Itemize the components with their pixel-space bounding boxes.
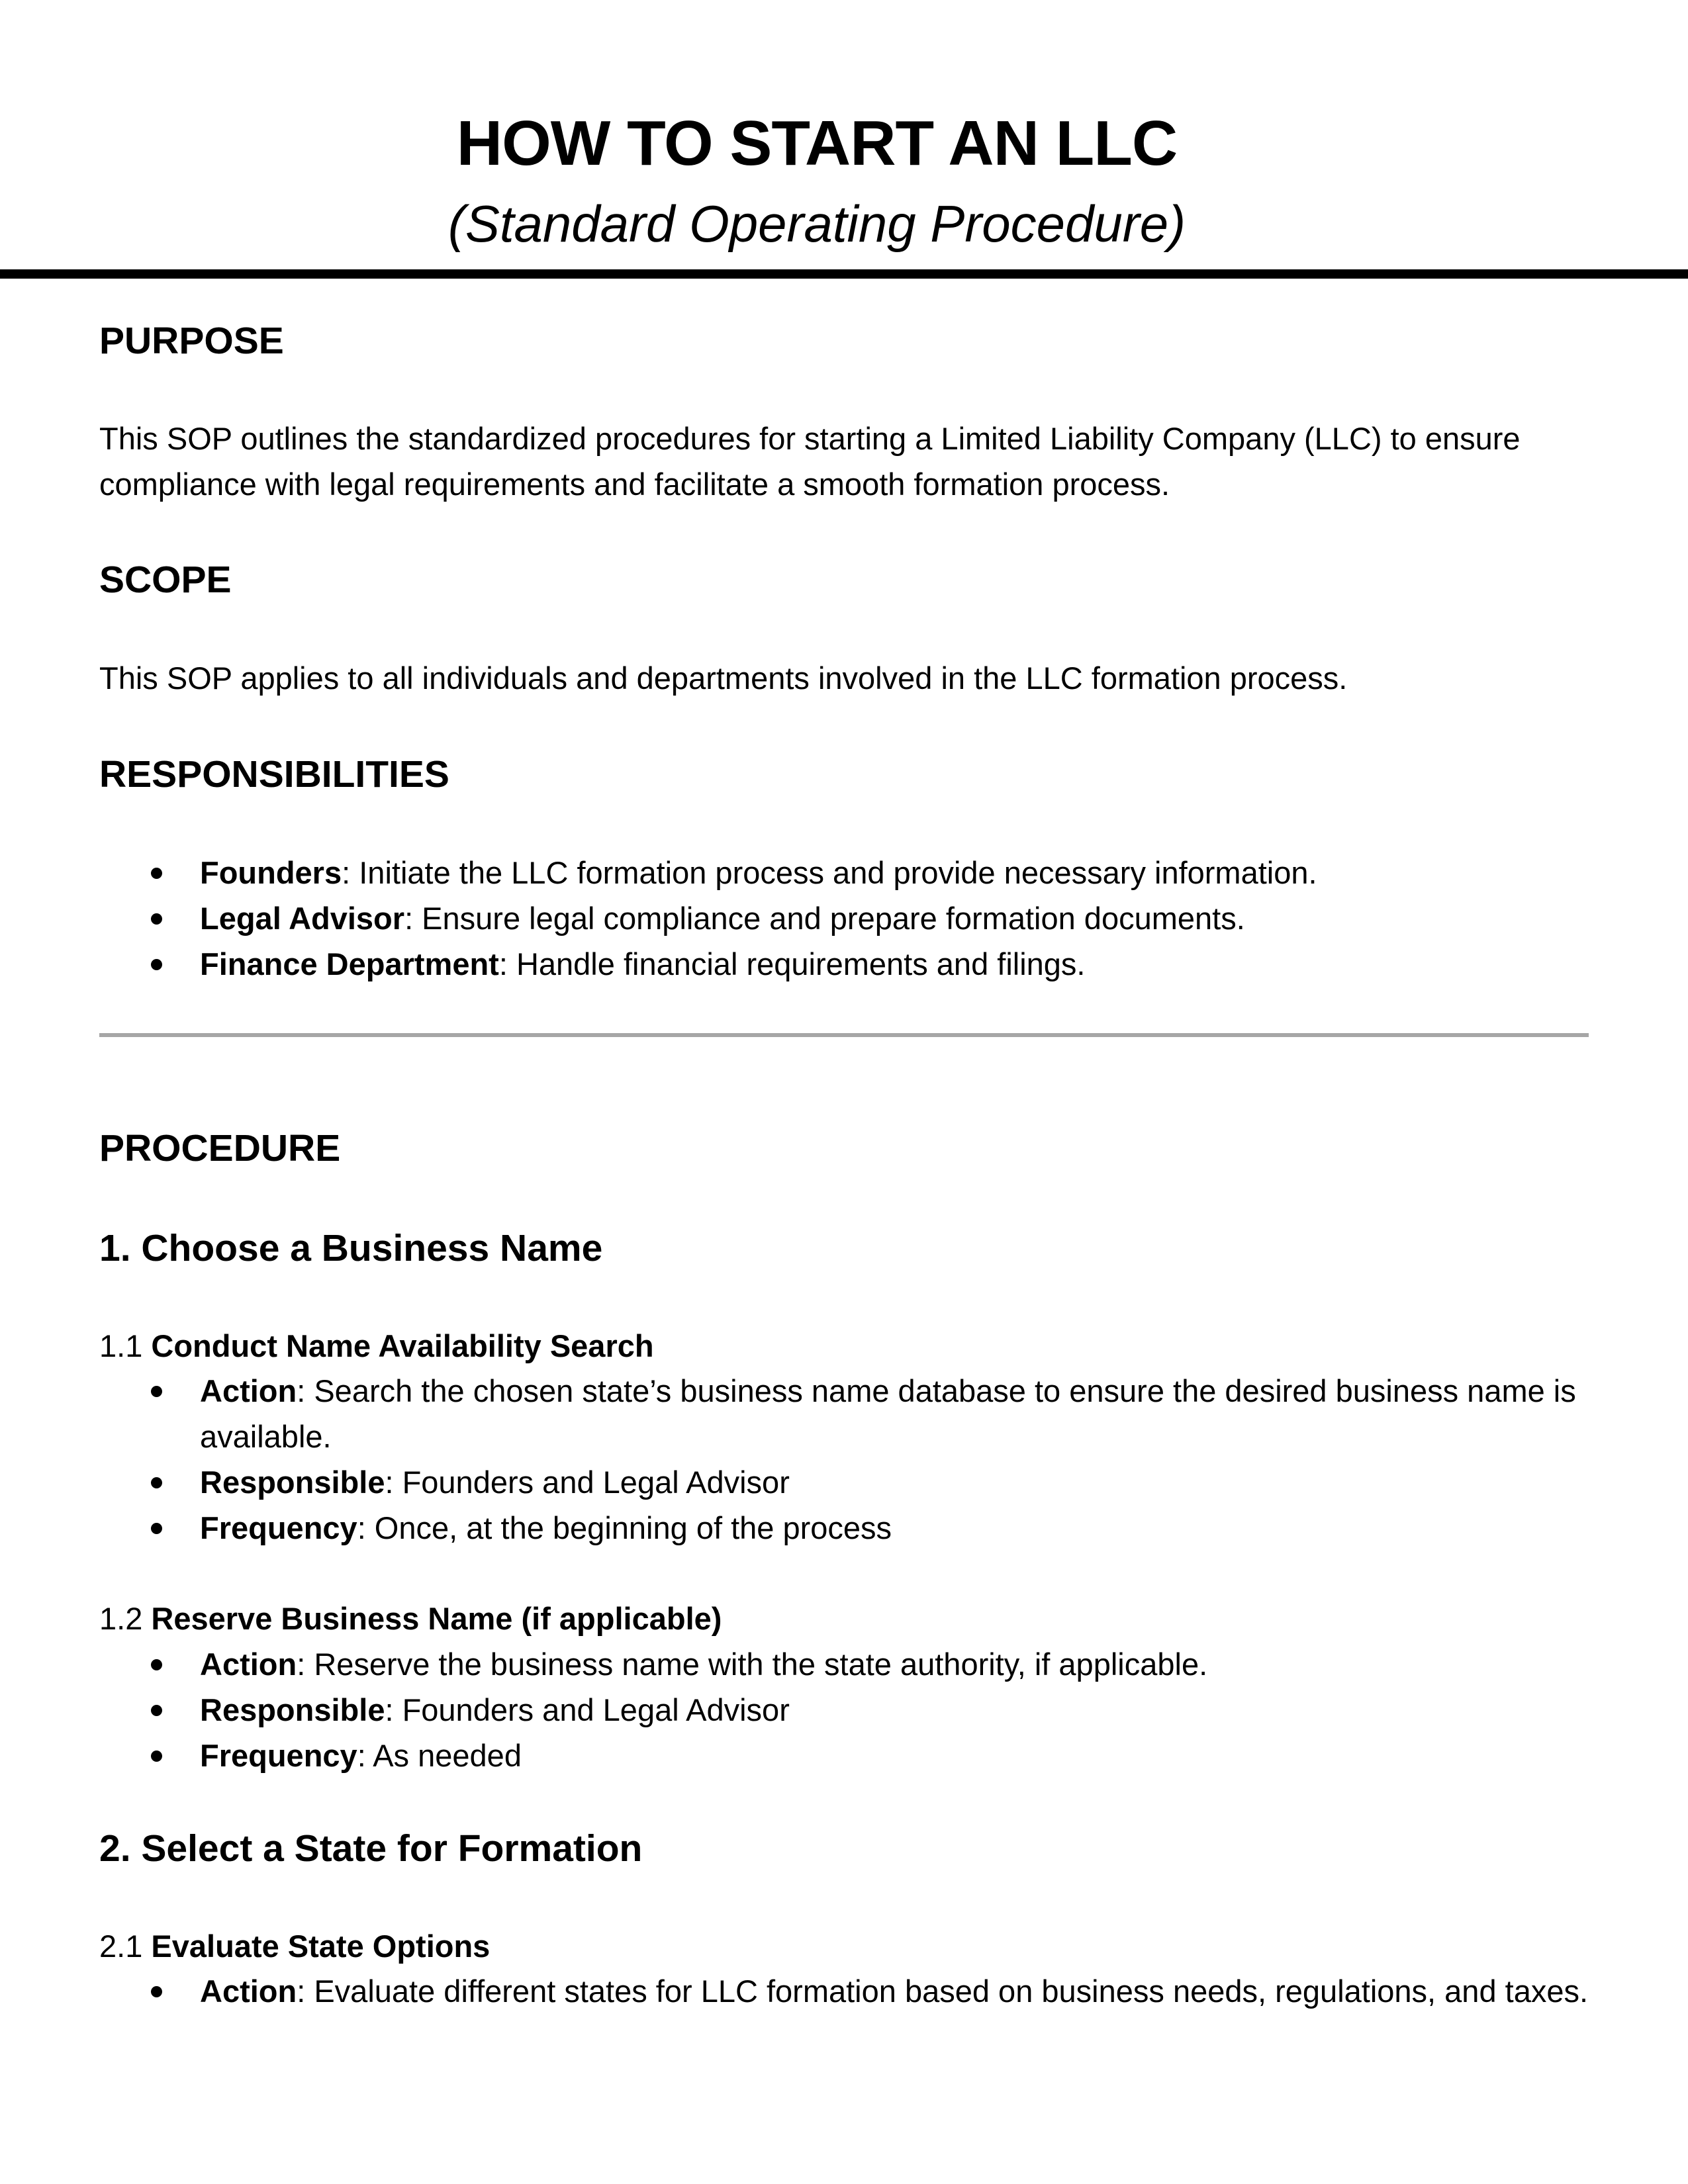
bullet-icon xyxy=(151,959,162,970)
bullet-icon xyxy=(151,1477,162,1488)
list-item-text: : Founders and Legal Advisor xyxy=(385,1692,790,1727)
substep-2-1-heading xyxy=(99,1927,490,1966)
header-rule xyxy=(0,269,1688,279)
substep-title: Evaluate State Options xyxy=(151,1929,491,1964)
list-item-term: Founders xyxy=(200,855,342,890)
bullet-icon xyxy=(151,1705,162,1716)
list-item xyxy=(150,1459,1593,1505)
step-1-heading: 1. Choose a Business Name xyxy=(99,1227,603,1269)
list-item-text: : Once, at the beginning of the process xyxy=(357,1510,892,1545)
document-subtitle: (Standard Operating Procedure) xyxy=(447,195,1186,253)
bullet-icon xyxy=(151,868,162,879)
step-2-heading: 2. Select a State for Formation xyxy=(99,1827,643,1870)
list-item xyxy=(150,941,1593,987)
list-item-text: : Founders and Legal Advisor xyxy=(385,1465,790,1500)
section-divider xyxy=(99,1033,1589,1037)
list-item-term: Legal Advisor xyxy=(200,901,405,936)
list-item-term: Responsible xyxy=(200,1465,385,1500)
list-item xyxy=(150,895,1593,941)
substep-title: Conduct Name Availability Search xyxy=(151,1328,654,1363)
scope-heading: SCOPE xyxy=(99,559,232,601)
bullet-icon xyxy=(151,1523,162,1534)
list-item xyxy=(150,1733,1593,1778)
list-item xyxy=(150,1368,1593,1459)
bullet-icon xyxy=(151,1986,162,1997)
bullet-icon xyxy=(151,1659,162,1670)
substep-1-2-list xyxy=(150,1641,1593,1778)
purpose-heading: PURPOSE xyxy=(99,320,284,362)
responsibilities-heading: RESPONSIBILITIES xyxy=(99,753,449,796)
substep-number: 1.2 xyxy=(99,1601,152,1636)
bullet-icon xyxy=(151,1386,162,1397)
substep-number: 2.1 xyxy=(99,1929,152,1964)
list-item-term: Frequency xyxy=(200,1738,357,1773)
list-item-term: Finance Department xyxy=(200,946,499,981)
responsibilities-list xyxy=(150,850,1593,987)
list-item-term: Responsible xyxy=(200,1692,385,1727)
list-item-text: : Handle financial requirements and filings. xyxy=(498,946,1086,981)
list-item-text: : Reserve the business name with the state authority, if applicable. xyxy=(297,1647,1208,1682)
substep-title: Reserve Business Name (if applicable) xyxy=(151,1601,722,1636)
list-item xyxy=(150,1687,1593,1733)
purpose-text: This SOP outlines the standardized procedures for starting a Limited Liability Company (LLC) to ensure compliance with legal requirements and facilitate a smooth formation process. xyxy=(99,421,1521,502)
document-title: HOW TO START AN LLC xyxy=(456,108,1178,179)
scope-text: This SOP applies to all individuals and departments involved in the LLC formation process. xyxy=(99,660,1348,696)
list-item-text: : Search the chosen state’s business name database to ensure the desired business name is available. xyxy=(200,1373,1576,1454)
procedure-heading: PROCEDURE xyxy=(99,1127,341,1169)
list-item xyxy=(150,850,1593,895)
substep-1-2-heading xyxy=(99,1599,722,1639)
list-item xyxy=(150,1505,1593,1551)
list-item-term: Action xyxy=(200,1373,297,1408)
substep-1-1-heading xyxy=(99,1326,654,1366)
list-item-term: Action xyxy=(200,1974,297,2009)
list-item-term: Frequency xyxy=(200,1510,357,1545)
list-item-text: : As needed xyxy=(357,1738,522,1773)
list-item-term: Action xyxy=(200,1647,297,1682)
list-item-text: : Evaluate different states for LLC formation based on business needs, regulations, and taxes. xyxy=(297,1974,1589,2009)
list-item-text: : Ensure legal compliance and prepare formation documents. xyxy=(404,901,1245,936)
list-item xyxy=(150,1641,1593,1687)
substep-number: 1.1 xyxy=(99,1328,152,1363)
list-item xyxy=(150,1968,1593,2014)
bullet-icon xyxy=(151,913,162,925)
substep-1-1-list xyxy=(150,1368,1593,1551)
list-item-text: : Initiate the LLC formation process and provide necessary information. xyxy=(342,855,1317,890)
substep-2-1-list xyxy=(150,1968,1593,2014)
bullet-icon xyxy=(151,1751,162,1762)
